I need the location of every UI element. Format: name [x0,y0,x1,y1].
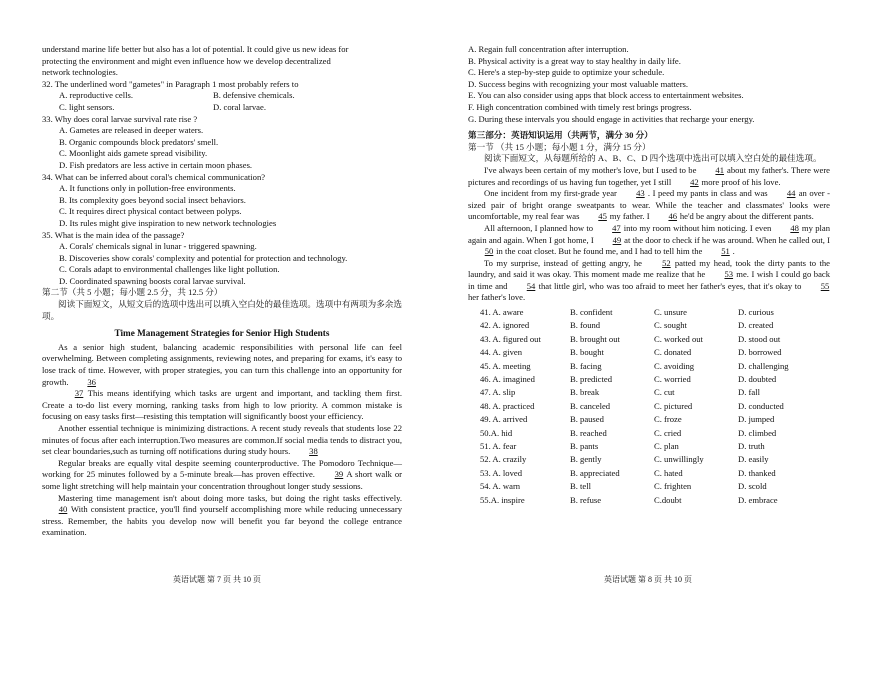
passage-paragraph: Regular breaks are equally vital despite seeming counterproductive. The Pomodoro Technique—working for 25 minutes followed by a 5-minute break—has proven effective. 39 A short walk or some light stretching will help maintain your concentration throughout longer study sessions. [42,457,402,491]
cloze-option: C. cut [654,387,675,398]
cloze-option: C. unsure [654,307,687,318]
answer-option: D. Fish predators are less active in certain moon phases. [59,159,253,170]
cloze-option: 50.A. hid [480,427,513,438]
cloze-option: 53. A. loved [480,467,523,478]
answer-blank-38[interactable]: 38 [309,446,318,457]
page-footer-7: 英语试题 第 7 页 共 10 页 [173,575,261,584]
reading-questions [42,79,402,288]
answer-blank-37[interactable]: 37 [74,388,84,399]
answer-option: C. Moonlight aids gamete spread visibility. [59,148,208,159]
cloze-option: B. reached [570,427,607,438]
cloze-option: B. canceled [570,400,611,411]
question-stem: 32. The underlined word "gametes" in Paragraph 1 most probably refers to [42,78,299,89]
answer-option: D. Its rules might give inspiration to new network technologies [59,217,277,228]
cloze-option: D. thanked [738,467,776,478]
answer-option: B. Its complexity goes beyond social insect behaviors. [59,194,246,205]
choice-option: B. Physical activity is a great way to stay healthy in daily life. [468,55,681,66]
section-1-instructions: 阅读下面短文，从每题所给的 A、B、C、D 四个选项中选出可以填入空白处的最佳选项。 [484,153,822,164]
cloze-options-table [468,307,830,506]
answer-option: A. Corals' chemicals signal in lunar - triggered spawning. [59,241,257,252]
cloze-option: D. truth [738,440,765,451]
cloze-option: 51. A. fear [480,440,517,451]
cloze-option: B. appreciated [570,467,620,478]
answer-blank-36[interactable]: 36 [87,376,96,387]
cloze-option: B. break [570,387,600,398]
answer-blank-54[interactable]: 54 [526,280,536,291]
answer-blank-53[interactable]: 53 [724,269,734,280]
choice-option: F. High concentration combined with timely rest brings progress. [468,101,692,112]
choice-option: G. During these intervals you should engage in activities that recharge your energy. [468,113,755,124]
cloze-option: 41. A. aware [480,307,524,318]
cloze-option: D. curious [738,307,774,318]
cloze-option: C. plan [654,440,679,451]
cloze-option: D. challenging [738,360,789,371]
cloze-option: B. refuse [570,494,602,505]
answer-option: B. Discoveries show corals' complexity and potential for protection and technology. [59,252,348,263]
passage-paragraph: Another essential technique is minimizing distractions. A recent study reveals that students lose 22 minutes of focus after each interruption.Two measures are common.If social media tends to distract you, set clear boundaries,such as turning off notifications during study hours. 38 [42,423,402,457]
cloze-option: D. jumped [738,414,775,425]
answer-blank-47[interactable]: 47 [612,222,621,233]
question-stem: 33. Why does coral larvae survival rate rise ? [42,113,198,124]
cloze-option: D. easily [738,454,769,465]
part-3-heading: 第三部分：英语知识运用（共两节，满分 30 分） [468,130,653,141]
cloze-option: D. created [738,320,774,331]
cloze-option: 55.A. inspire [480,494,525,505]
choice-option: D. Success begins with recognizing your most valuable matters. [468,78,689,89]
seven-choose-five-passage [42,342,402,539]
answer-blank-49[interactable]: 49 [612,234,622,245]
choice-option: C. Here's a step-by-step guide to optimize your schedule. [468,67,665,78]
passage-paragraph: To my surprise, instead of getting angry, he 52 patted my head, took the dirty pants to the laundry, and said it was okay. This moment made me realize that he 53 me. I wish I could go back in time and 54 that little girl, who was too afraid to meet her father's eyes, that it's okay to 55 her father's love. [468,257,830,303]
answer-blank-45[interactable]: 45 [598,211,607,222]
cloze-passage [468,165,830,304]
question-stem: 34. What can be inferred about coral's chemical communication? [42,171,266,182]
seven-options-list [468,44,830,125]
cloze-option: C. froze [654,414,682,425]
cloze-option: 47. A. slip [480,387,516,398]
answer-blank-40[interactable]: 40 [58,504,68,515]
question-options [42,90,402,113]
answer-option: C. light sensors. [59,101,115,112]
passage-paragraph: One incident from my first-grade year 43 . I peed my pants in class and was 44 an over - sized pair of bright orange sweatpants to wear. While the teacher and classmates' looks were uncomfortable, my real fear was 45 my father. I 46 he'd be angry about the different pants. [468,188,830,222]
cloze-option: B. facing [570,360,602,371]
question-stem: 35. What is the main idea of the passage? [42,229,185,240]
cloze-option: B. gently [570,454,602,465]
cloze-option: D. doubted [738,374,777,385]
choice-option: A. Regain full concentration after interruption. [468,44,629,54]
answer-blank-46[interactable]: 46 [668,211,678,222]
cloze-option: 44. A. given [480,347,523,358]
answer-option: B. Organic compounds block predators' smell. [59,136,219,147]
passage-line: understand marine life better but also has a lot of potential. It could give us new ideas for [42,44,349,54]
cloze-option: B. found [570,320,601,331]
cloze-option: D. conducted [738,400,784,411]
cloze-option: C. worked out [654,333,703,344]
cloze-option: C.doubt [654,494,682,505]
answer-option: C. It requires direct physical contact between polyps. [59,206,242,217]
passage-title: Time Management Strategies for Senior High Students [114,328,330,339]
answer-option: B. defensive chemicals. [213,90,295,101]
passage-paragraph: Mastering time management isn't about doing more tasks, but doing the right tasks effectively. 40 With consistent practice, you'll find yourself accomplishing more while reducing unnecessary stress. Remember, the habits you develop now will benefit you far beyond the college entrance examination. [42,492,402,538]
answer-blank-55[interactable]: 55 [820,280,830,291]
page-footer-8: 英语试题 第 8 页 共 10 页 [604,575,692,584]
cloze-option: D. climbed [738,427,777,438]
passage-line: protecting the environment and might even influence how we develop decentralized [42,55,331,66]
cloze-option: 45. A. meeting [480,360,531,371]
choice-option: E. You can also consider using apps that block access to entertainment websites. [468,90,744,101]
passage-line: network technologies. [42,67,118,78]
cloze-option: B. paused [570,414,604,425]
answer-blank-50[interactable]: 50 [484,246,494,257]
cloze-option: B. pants [570,440,599,451]
cloze-option: 42. A. ignored [480,320,530,331]
cloze-option: C. hated [654,467,683,478]
cloze-option: 49. A. arrived [480,414,528,425]
answer-blank-51[interactable]: 51 [721,246,730,257]
cloze-option: C. worried [654,374,691,385]
cloze-option: D. scold [738,481,767,492]
right-page [468,44,830,506]
passage-paragraph: All afternoon, I planned how to 47 into my room without him noticing. I even 48 my plan again and again. When I got home, I 49 at the door to check if he was around. When he called out, I 50 in the coat closet. But he found me, and I had to tell him the 51 . [468,222,831,257]
cloze-option: C. cried [654,427,682,438]
answer-option: A. Gametes are released in deeper waters. [59,125,204,136]
cloze-option: C. donated [654,347,692,358]
answer-blank-43[interactable]: 43 [636,188,645,199]
cloze-option: D. stood out [738,333,781,344]
cloze-option: B. tell [570,481,592,492]
cloze-option: D. embrace [738,494,778,505]
cloze-option: 48. A. practiced [480,400,535,411]
answer-option: C. Corals adapt to environmental challenges like light pollution. [59,264,280,275]
cloze-option: D. borrowed [738,347,782,358]
passage-paragraph: As a senior high student, balancing academic responsibilities with personal life can feel overwhelming. Between completing assignments, reviewing notes, and preparing for exams, it's easy to lose track of time. However, with proper strategies, you can turn this challenge into an opportunity for growth. 36 [42,341,402,387]
cloze-option: 46. A. imagined [480,374,535,385]
passage-ending [42,44,402,79]
cloze-option: B. bought [570,347,604,358]
cloze-option: 43. A. figured out [480,333,541,344]
section-1-heading: 第一节 （共 15 小题；每小题 1 分，满分 15 分） [468,141,651,152]
answer-option: A. reproductive cells. [59,90,133,101]
cloze-option: C. pictured [654,400,693,411]
cloze-option: 54. A. warn [480,481,521,492]
answer-option: D. Coordinated spawning boosts coral larvae survival. [59,275,246,286]
section-2-instructions: 阅读下面短文，从短文后的选项中选出可以填入空白处的最佳选项。选项中有两项为多余选项。 [42,299,402,321]
cloze-option: C. sought [654,320,687,331]
cloze-option: D. fall [738,387,760,398]
cloze-option: 52. A. crazily [480,454,527,465]
answer-blank-48[interactable]: 48 [790,222,799,233]
answer-blank-52[interactable]: 52 [662,257,671,268]
passage-paragraph: I've always been certain of my mother's love, but I used to be 41 about my father's. There were pictures and recordings of us having fun together, yet I still 42 more proof of his love. [468,164,830,187]
answer-blank-42[interactable]: 42 [690,176,699,187]
answer-blank-39[interactable]: 39 [334,469,344,480]
left-page [42,44,402,539]
answer-blank-44[interactable]: 44 [786,188,796,199]
cloze-option: C. avoiding [654,360,695,371]
cloze-option: C. frighten [654,481,692,492]
cloze-option: B. brought out [570,333,620,344]
cloze-option: C. unwillingly [654,454,704,465]
cloze-option: B. confident [570,307,613,318]
answer-option: D. coral larvae. [213,101,266,112]
cloze-option: B. predicted [570,374,612,385]
passage-paragraph: 37 This means identifying which tasks are urgent and important, and tackling them first. Create a to-do list every morning, ranking tasks from high to low priority. A common mistake is focusing on easy tasks first—resisting this temptation will significantly boost your efficiency. [42,388,402,422]
section-2-heading: 第二节（共 5 小题；每小题 2.5 分，共 12.5 分） [42,287,223,298]
answer-blank-41[interactable]: 41 [715,164,725,175]
answer-option: A. It functions only in pollution-free environments. [59,183,236,194]
